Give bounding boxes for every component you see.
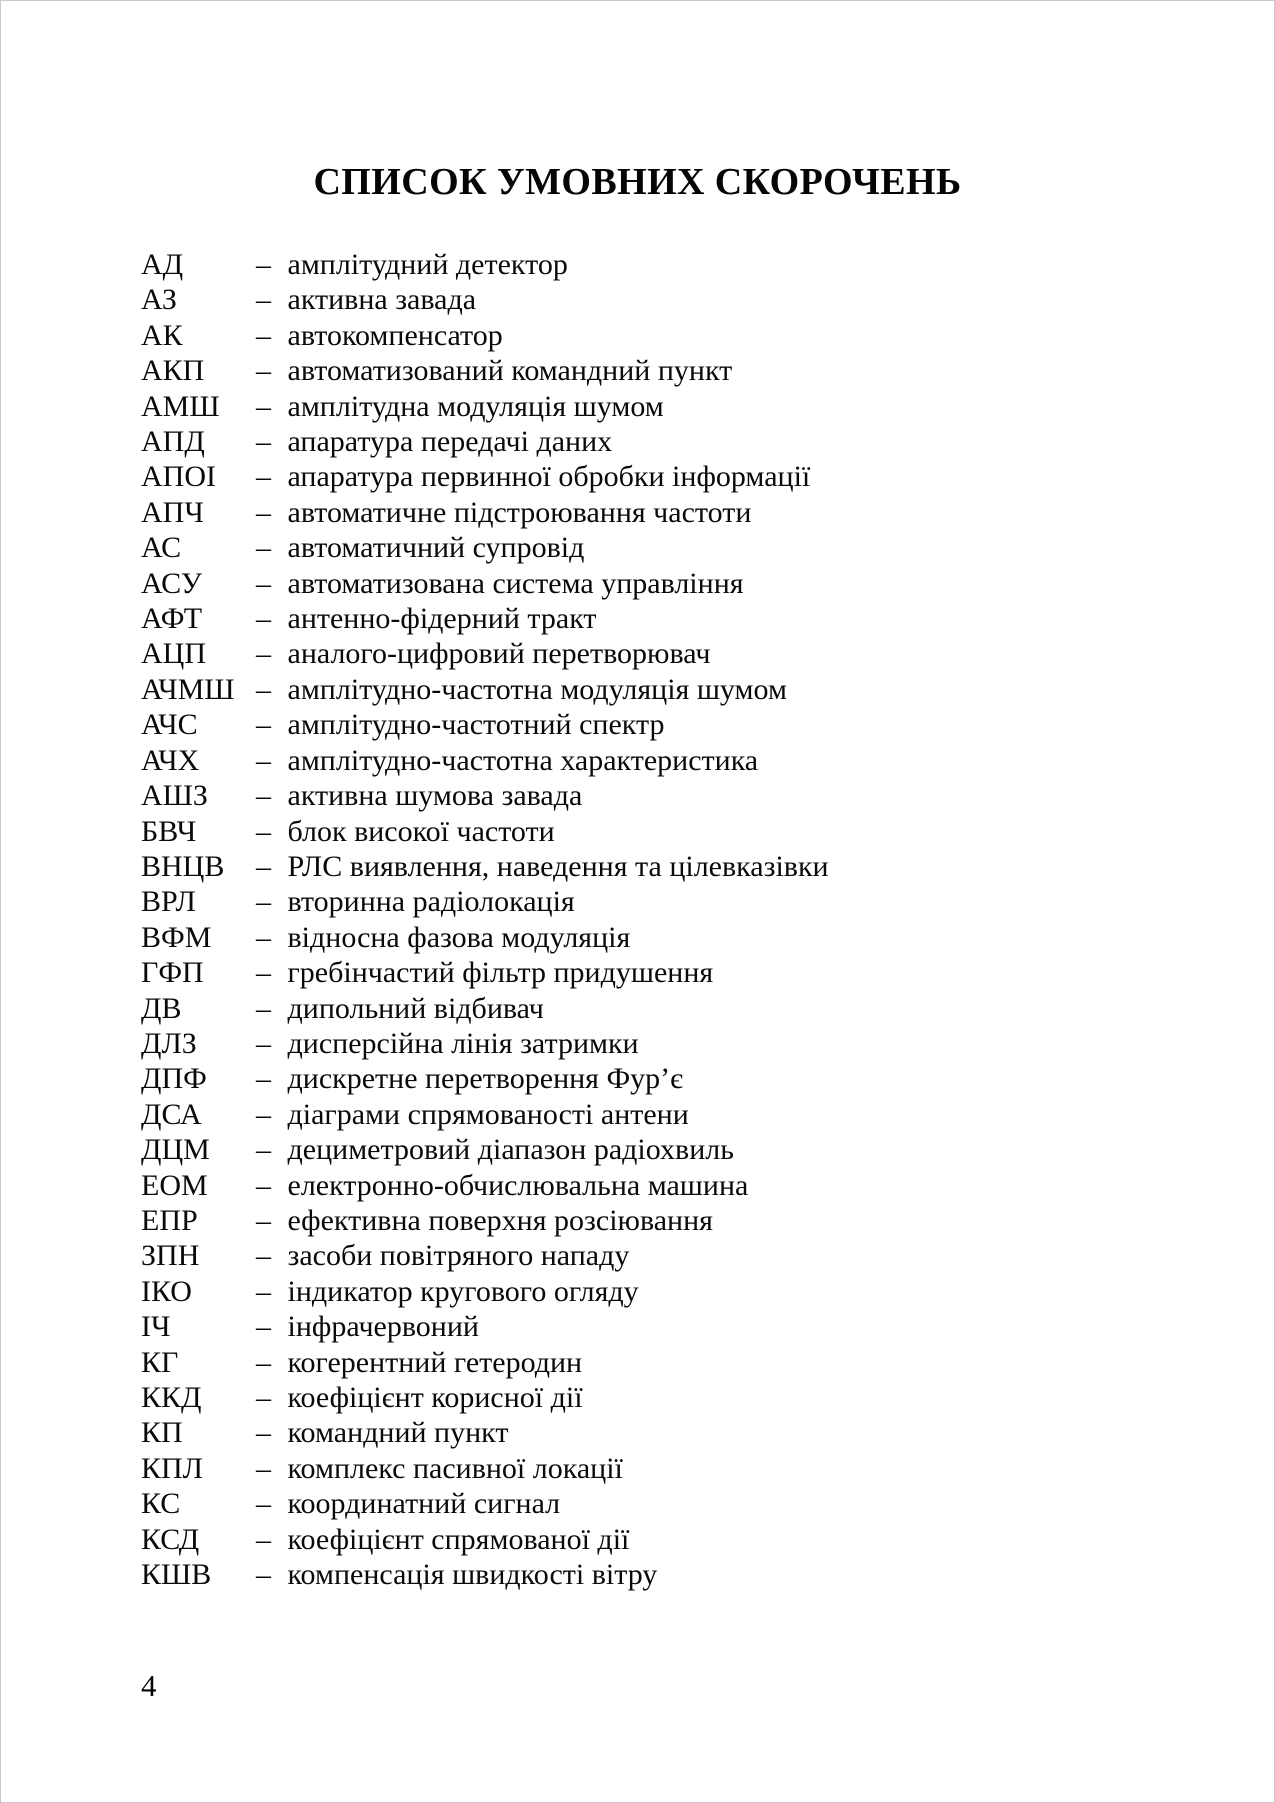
- abbreviation-term: КГ: [141, 1345, 179, 1379]
- dash-separator: –: [256, 495, 271, 529]
- abbreviation-term: ЕОМ: [141, 1168, 208, 1202]
- abbreviation-row: [141, 1451, 1234, 1486]
- abbreviation-term: КП: [141, 1416, 183, 1450]
- abbreviation-row: [141, 1274, 1234, 1309]
- abbreviation-row: [141, 1061, 1234, 1096]
- abbreviation-definition: РЛС виявлення, наведення та цілевказівки: [287, 849, 829, 883]
- dash-separator: –: [256, 1168, 271, 1202]
- abbreviation-definition: ефективна поверхня розсіювання: [287, 1203, 713, 1237]
- abbreviation-definition-group: [256, 1557, 657, 1592]
- abbreviation-term: АС: [141, 531, 182, 565]
- abbreviation-definition-group: [256, 1097, 689, 1132]
- abbreviation-row: [141, 318, 1234, 353]
- abbreviation-definition-group: [256, 955, 713, 990]
- abbreviation-term: АМШ: [141, 389, 220, 423]
- abbreviation-definition-group: [256, 1026, 639, 1061]
- abbreviation-definition: дипольний відбивач: [287, 991, 544, 1025]
- dash-separator: –: [256, 389, 271, 423]
- dash-separator: –: [256, 637, 271, 671]
- abbreviation-row: [141, 1522, 1234, 1557]
- abbreviation-row: [141, 282, 1234, 317]
- abbreviation-row: [141, 1486, 1234, 1521]
- abbreviation-definition-group: [256, 530, 584, 565]
- dash-separator: –: [256, 1381, 271, 1414]
- abbreviation-term: АЦП: [141, 637, 206, 671]
- abbreviation-definition-group: [256, 884, 575, 919]
- abbreviation-definition: амплітудна модуляція шумом: [287, 389, 664, 423]
- abbreviation-term: АПД: [141, 425, 205, 459]
- abbreviation-definition: компенсація швидкості вітру: [287, 1558, 658, 1592]
- abbreviation-definition: амплітудно-частотна модуляція шумом: [287, 672, 787, 706]
- abbreviation-definition: автоматичний супровід: [287, 531, 585, 565]
- dash-separator: –: [256, 920, 271, 954]
- abbreviation-term: АЧМШ: [141, 672, 235, 706]
- abbreviation-definition: координатний сигнал: [287, 1487, 561, 1521]
- dash-separator: –: [256, 354, 271, 388]
- abbreviation-row: [141, 707, 1234, 742]
- abbreviation-definition: діаграми спрямованості антени: [287, 1097, 689, 1131]
- abbreviation-term: ГФП: [141, 956, 204, 990]
- abbreviation-row: [141, 1309, 1234, 1344]
- abbreviation-definition: автоматизована система управління: [287, 566, 744, 600]
- abbreviation-definition-group: [256, 920, 630, 955]
- abbreviation-definition-group: [256, 1415, 508, 1450]
- abbreviation-term: КШВ: [141, 1558, 212, 1592]
- abbreviation-row: [141, 424, 1234, 459]
- dash-separator: –: [256, 531, 271, 565]
- abbreviation-term: АД: [141, 248, 184, 281]
- abbreviation-definition: автоматичне підстроювання частоти: [287, 495, 752, 529]
- abbreviation-definition-group: [256, 424, 612, 459]
- abbreviation-row: [141, 884, 1234, 919]
- abbreviation-definition: засоби повітряного нападу: [287, 1239, 630, 1273]
- abbreviation-definition-group: [256, 1522, 629, 1557]
- dash-separator: –: [256, 248, 271, 281]
- abbreviation-row: [141, 743, 1234, 778]
- dash-separator: –: [256, 672, 271, 706]
- abbreviation-row: [141, 1557, 1234, 1592]
- page-title: СПИСОК УМОВНИХ СКОРОЧЕНЬ: [313, 161, 962, 203]
- dash-separator: –: [256, 460, 271, 494]
- abbreviation-row: [141, 1026, 1234, 1061]
- dash-separator: –: [256, 318, 271, 352]
- abbreviation-definition: когерентний гетеродин: [287, 1345, 583, 1379]
- abbreviation-definition-group: [256, 814, 555, 849]
- abbreviation-term: АК: [141, 318, 183, 352]
- dash-separator: –: [256, 1239, 271, 1273]
- abbreviation-definition-group: [256, 1309, 479, 1344]
- dash-separator: –: [256, 991, 271, 1025]
- abbreviation-row: [141, 353, 1234, 388]
- abbreviation-definition-group: [256, 1203, 713, 1238]
- abbreviation-row: [141, 1132, 1234, 1167]
- abbreviation-definition: блок високої частоти: [287, 814, 555, 848]
- dash-separator: –: [256, 743, 271, 777]
- abbreviation-definition: амплітудний детектор: [287, 248, 568, 281]
- abbreviation-definition: апаратура передачі даних: [287, 425, 613, 459]
- abbreviation-row: [141, 849, 1234, 884]
- abbreviation-term: ІЧ: [141, 1310, 171, 1344]
- abbreviation-definition-group: [256, 778, 582, 813]
- abbreviation-definition: дециметровий діапазон радіохвиль: [287, 1133, 734, 1167]
- dash-separator: –: [256, 602, 271, 636]
- dash-separator: –: [256, 1345, 271, 1379]
- abbreviation-row: [141, 1097, 1234, 1132]
- abbreviation-term: АПЧ: [141, 495, 204, 529]
- abbreviation-row: [141, 636, 1234, 671]
- page-number: 4: [141, 1668, 157, 1703]
- abbreviation-definition: індикатор кругового огляду: [287, 1274, 639, 1308]
- dash-separator: –: [256, 779, 271, 813]
- abbreviation-row: [141, 955, 1234, 990]
- abbreviation-definition-group: [256, 1061, 683, 1096]
- abbreviation-definition-group: [256, 672, 787, 707]
- abbreviation-definition-group: [256, 1168, 748, 1203]
- abbreviation-definition-group: [256, 849, 829, 884]
- abbreviation-definition-group: [256, 636, 710, 671]
- dash-separator: –: [256, 956, 271, 990]
- dash-separator: –: [256, 425, 271, 459]
- abbreviation-definition: дискретне перетворення Фур’є: [287, 1062, 684, 1096]
- abbreviation-term: КПЛ: [141, 1451, 204, 1485]
- abbreviation-row: [141, 920, 1234, 955]
- abbreviation-term: АКП: [141, 354, 205, 388]
- abbreviation-term: ВРЛ: [141, 885, 196, 919]
- dash-separator: –: [256, 1203, 271, 1237]
- abbreviation-definition-group: [256, 318, 503, 353]
- abbreviation-definition-group: [256, 601, 597, 636]
- abbreviation-definition-group: [256, 566, 744, 601]
- dash-separator: –: [256, 1062, 271, 1096]
- abbreviation-term: ДСА: [141, 1097, 202, 1131]
- dash-separator: –: [256, 1274, 271, 1308]
- abbreviation-definition: активна шумова завада: [287, 779, 583, 813]
- abbreviation-definition-group: [256, 743, 758, 778]
- abbreviation-row: [141, 1345, 1234, 1380]
- abbreviation-row: [141, 1380, 1234, 1415]
- abbreviation-definition: комплекс пасивної локації: [287, 1451, 623, 1485]
- abbreviation-term: АЗ: [141, 283, 177, 317]
- dash-separator: –: [256, 1310, 271, 1344]
- abbreviation-definition: автокомпенсатор: [287, 318, 503, 352]
- abbreviation-term: ВФМ: [141, 920, 212, 954]
- abbreviation-term: ВНЦВ: [141, 849, 225, 883]
- abbreviation-row: [141, 1203, 1234, 1238]
- abbreviation-row: [141, 1168, 1234, 1203]
- abbreviation-term: КС: [141, 1487, 181, 1521]
- abbreviation-row: [141, 814, 1234, 849]
- dash-separator: –: [256, 885, 271, 919]
- abbreviation-definition: амплітудно-частотний спектр: [287, 708, 665, 742]
- abbreviation-row: [141, 247, 1234, 282]
- abbreviation-term: ДЦМ: [141, 1133, 210, 1167]
- abbreviation-row: [141, 566, 1234, 601]
- abbreviation-term: ЗПН: [141, 1239, 200, 1273]
- abbreviation-definition-group: [256, 707, 664, 742]
- abbreviation-term: БВЧ: [141, 814, 197, 848]
- abbreviation-row: [141, 389, 1234, 424]
- abbreviation-term: КСД: [141, 1522, 200, 1556]
- abbreviation-definition: апаратура первинної обробки інформації: [287, 460, 811, 494]
- abbreviation-definition-group: [256, 282, 476, 317]
- abbreviation-definition: амплітудно-частотна характеристика: [287, 743, 759, 777]
- abbreviation-definition: антенно-фідерний тракт: [287, 602, 597, 636]
- dash-separator: –: [256, 1133, 271, 1167]
- dash-separator: –: [256, 1026, 271, 1060]
- abbreviation-definition-group: [256, 495, 751, 530]
- abbreviation-term: АШЗ: [141, 779, 208, 813]
- dash-separator: –: [256, 1416, 271, 1450]
- abbreviation-definition: активна завада: [287, 283, 477, 317]
- abbreviation-row: [141, 1238, 1234, 1273]
- abbreviation-definition-group: [256, 389, 664, 424]
- abbreviation-definition-group: [256, 1132, 734, 1167]
- dash-separator: –: [256, 849, 271, 883]
- dash-separator: –: [256, 1487, 271, 1521]
- abbreviation-row: [141, 459, 1234, 494]
- abbreviation-definition: коефіцієнт корисної дії: [287, 1381, 583, 1414]
- abbreviation-definition: автоматизований командний пункт: [287, 354, 733, 388]
- abbreviation-term: ДВ: [141, 991, 182, 1025]
- abbreviation-definition-group: [256, 1451, 623, 1486]
- abbreviation-term: ККД: [141, 1381, 202, 1414]
- dash-separator: –: [256, 283, 271, 317]
- abbreviation-term: АПОІ: [141, 460, 216, 494]
- abbreviation-term: АЧС: [141, 708, 198, 742]
- dash-separator: –: [256, 1097, 271, 1131]
- dash-separator: –: [256, 1522, 271, 1556]
- abbreviation-definition-group: [256, 247, 568, 282]
- abbreviation-definition-group: [256, 353, 732, 388]
- abbreviation-term: АЧХ: [141, 743, 200, 777]
- abbreviation-definition-group: [256, 459, 810, 494]
- dash-separator: –: [256, 814, 271, 848]
- abbreviation-term: ЕПР: [141, 1203, 198, 1237]
- abbreviation-definition: електронно-обчислювальна машина: [287, 1168, 749, 1202]
- abbreviation-row: [141, 495, 1234, 530]
- abbreviation-definition: командний пункт: [287, 1416, 509, 1450]
- abbreviation-list: [141, 247, 1234, 1592]
- dash-separator: –: [256, 708, 271, 742]
- abbreviation-row: [141, 778, 1234, 813]
- abbreviation-definition-group: [256, 1345, 582, 1380]
- abbreviation-term: ДПФ: [141, 1062, 207, 1096]
- dash-separator: –: [256, 1451, 271, 1485]
- abbreviation-definition: інфрачервоний: [287, 1310, 479, 1344]
- abbreviation-definition-group: [256, 991, 544, 1026]
- abbreviation-definition: вторинна радіолокація: [287, 885, 575, 919]
- abbreviation-definition: гребінчастий фільтр придушення: [287, 956, 714, 990]
- abbreviation-row: [141, 601, 1234, 636]
- dash-separator: –: [256, 566, 271, 600]
- abbreviation-term: ІКО: [141, 1274, 192, 1308]
- abbreviation-row: [141, 1415, 1234, 1450]
- abbreviation-definition-group: [256, 1486, 560, 1521]
- abbreviation-row: [141, 991, 1234, 1026]
- abbreviation-row: [141, 530, 1234, 565]
- abbreviation-term: АСУ: [141, 566, 203, 600]
- abbreviation-definition: аналого-цифровий перетворювач: [287, 637, 711, 671]
- abbreviation-definition-group: [256, 1238, 629, 1273]
- abbreviation-term: АФТ: [141, 602, 203, 636]
- abbreviation-definition: відносна фазова модуляція: [287, 920, 631, 954]
- dash-separator: –: [256, 1558, 271, 1592]
- abbreviation-row: [141, 672, 1234, 707]
- abbreviation-definition: коефіцієнт спрямованої дії: [287, 1522, 630, 1556]
- abbreviation-definition: дисперсійна лінія затримки: [287, 1026, 639, 1060]
- abbreviation-term: ДЛЗ: [141, 1026, 197, 1060]
- abbreviation-definition-group: [256, 1380, 583, 1415]
- abbreviation-definition-group: [256, 1274, 639, 1309]
